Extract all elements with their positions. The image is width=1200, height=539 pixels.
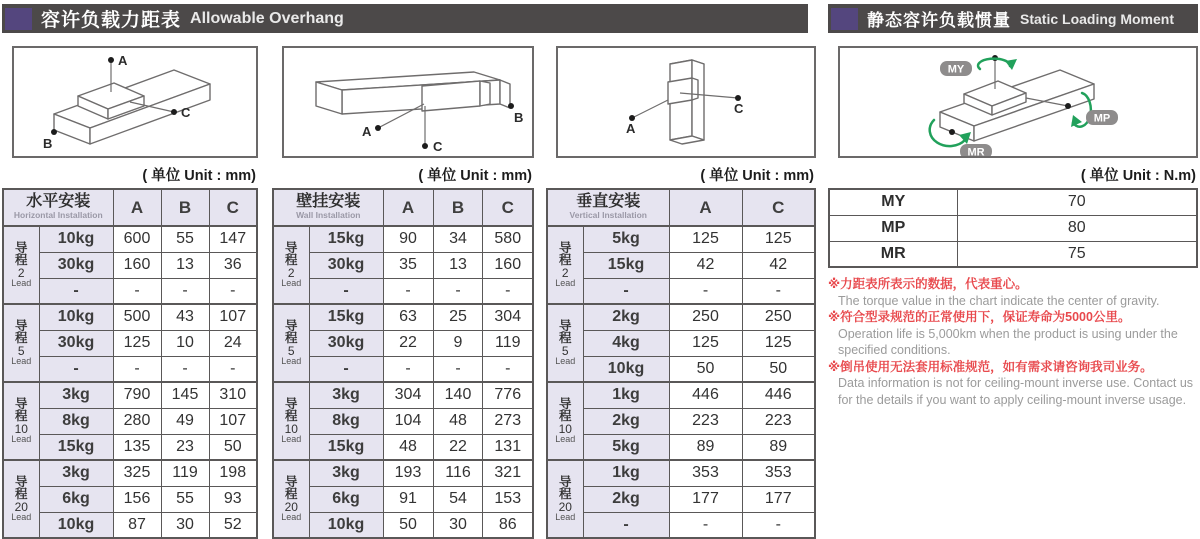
load-cell: 5kg bbox=[583, 226, 669, 252]
load-cell: 5kg bbox=[583, 434, 669, 460]
load-cell: 30kg bbox=[309, 330, 383, 356]
notes bbox=[828, 276, 1198, 408]
value-cell: 131 bbox=[483, 434, 533, 460]
column-static-moment bbox=[828, 46, 1198, 408]
value-cell: 310 bbox=[209, 382, 257, 408]
value-cell: 23 bbox=[161, 434, 209, 460]
load-cell: 30kg bbox=[309, 252, 383, 278]
value-cell: 86 bbox=[483, 512, 533, 538]
lead-cell: 导 程 5 Lead bbox=[3, 304, 39, 382]
table-row bbox=[547, 278, 815, 304]
table-row bbox=[547, 486, 815, 512]
value-cell: - bbox=[669, 512, 742, 538]
note-en: Operation life is 5,000km when the product is using under the specified conditions. bbox=[838, 326, 1178, 357]
value-cell: - bbox=[433, 356, 483, 382]
load-cell: 6kg bbox=[309, 486, 383, 512]
table-title: 垂直安装 Vertical Installation bbox=[547, 189, 669, 226]
my-label-pill bbox=[940, 61, 972, 76]
table-row bbox=[547, 382, 815, 408]
section-header-allowable-overhang bbox=[2, 4, 808, 33]
column-header: B bbox=[433, 189, 483, 226]
load-cell: 15kg bbox=[309, 304, 383, 330]
point-b-label: B bbox=[514, 110, 524, 125]
value-cell: 193 bbox=[383, 460, 433, 486]
value-cell: 107 bbox=[209, 408, 257, 434]
column-header: C bbox=[209, 189, 257, 226]
value-cell: - bbox=[161, 278, 209, 304]
load-cell: 10kg bbox=[39, 304, 113, 330]
column-wall bbox=[272, 46, 534, 539]
unit-label-mm: ( 单位 Unit : mm) bbox=[142, 168, 256, 184]
value-cell: 87 bbox=[113, 512, 161, 538]
table-row bbox=[547, 304, 815, 330]
table-title: 壁挂安装 Wall Installation bbox=[273, 189, 383, 226]
vertical-rail-diagram bbox=[558, 48, 816, 158]
table-row bbox=[273, 226, 533, 252]
table-row bbox=[547, 252, 815, 278]
unit-label-nm: ( 单位 Unit : N.m) bbox=[1080, 168, 1196, 184]
table-header-row bbox=[3, 189, 257, 226]
load-cell: 10kg bbox=[309, 512, 383, 538]
column-header: C bbox=[742, 189, 815, 226]
load-cell: 10kg bbox=[39, 226, 113, 252]
note-zh: ※倒吊使用无法套用标准规范，如有需求请咨询我司业务。 bbox=[828, 359, 1153, 374]
section-title-en: Static Loading Moment bbox=[1020, 10, 1174, 27]
load-cell: 4kg bbox=[583, 330, 669, 356]
value-cell: 353 bbox=[669, 460, 742, 486]
point-b-dot bbox=[51, 129, 57, 135]
table-row bbox=[3, 226, 257, 252]
value-cell: 91 bbox=[383, 486, 433, 512]
value-cell: 177 bbox=[669, 486, 742, 512]
table-row bbox=[3, 304, 257, 330]
point-a-dot bbox=[108, 57, 114, 63]
table-row bbox=[547, 460, 815, 486]
value-cell: 24 bbox=[209, 330, 257, 356]
value-cell: 500 bbox=[113, 304, 161, 330]
table-header-row bbox=[547, 189, 815, 226]
lead-cell: 导 程 10 Lead bbox=[273, 382, 309, 460]
column-header: A bbox=[669, 189, 742, 226]
load-cell: 3kg bbox=[309, 460, 383, 486]
moment-rail-diagram bbox=[840, 48, 1198, 158]
value-cell: - bbox=[209, 356, 257, 382]
value-cell: 89 bbox=[742, 434, 815, 460]
section-header-static-loading-moment bbox=[828, 4, 1198, 33]
point-a-label: A bbox=[362, 124, 372, 139]
column-header: C bbox=[483, 189, 533, 226]
load-cell: 15kg bbox=[309, 226, 383, 252]
mp-label-pill bbox=[1086, 110, 1118, 125]
mr-label-pill bbox=[960, 144, 992, 158]
value-cell: - bbox=[161, 356, 209, 382]
axis-line-a bbox=[632, 100, 668, 118]
value-cell: - bbox=[383, 278, 433, 304]
value-cell: 304 bbox=[483, 304, 533, 330]
table-row bbox=[829, 241, 1197, 267]
value-cell: 10 bbox=[161, 330, 209, 356]
value-cell: 48 bbox=[433, 408, 483, 434]
value-cell: 125 bbox=[742, 330, 815, 356]
column-header: A bbox=[113, 189, 161, 226]
note-zh: ※符合型录规范的正常使用下，保证寿命为5000公里。 bbox=[828, 310, 1131, 324]
column-horizontal bbox=[2, 46, 258, 539]
value-cell: 25 bbox=[433, 304, 483, 330]
value-cell: 145 bbox=[161, 382, 209, 408]
value-cell: 119 bbox=[161, 460, 209, 486]
value-cell: 48 bbox=[383, 434, 433, 460]
value-cell: 54 bbox=[433, 486, 483, 512]
load-cell: - bbox=[583, 512, 669, 538]
value-cell: - bbox=[113, 278, 161, 304]
value-cell: 13 bbox=[433, 252, 483, 278]
table-row bbox=[273, 460, 533, 486]
load-cell: 15kg bbox=[583, 252, 669, 278]
section-title-en: Allowable Overhang bbox=[190, 9, 344, 27]
value-cell: 280 bbox=[113, 408, 161, 434]
horizontal-installation-table bbox=[2, 188, 258, 539]
table-row bbox=[3, 252, 257, 278]
table-row bbox=[547, 434, 815, 460]
load-cell: 30kg bbox=[39, 330, 113, 356]
table-row bbox=[273, 304, 533, 330]
load-cell: 8kg bbox=[309, 408, 383, 434]
table-row bbox=[3, 434, 257, 460]
value-cell: 125 bbox=[742, 226, 815, 252]
value-cell: 600 bbox=[113, 226, 161, 252]
moment-label: MP bbox=[829, 215, 957, 241]
table-row bbox=[3, 408, 257, 434]
diagram-horizontal-installation bbox=[12, 46, 258, 158]
lead-cell: 导 程 20 Lead bbox=[3, 460, 39, 538]
lead-cell: 导 程 5 Lead bbox=[547, 304, 583, 382]
value-cell: 89 bbox=[669, 434, 742, 460]
point-c-dot bbox=[422, 143, 428, 149]
table-row bbox=[547, 512, 815, 538]
value-cell: - bbox=[113, 356, 161, 382]
header-accent-square bbox=[5, 8, 32, 30]
load-cell: - bbox=[39, 356, 113, 382]
lead-cell: 导 程 20 Lead bbox=[273, 460, 309, 538]
load-cell: - bbox=[583, 278, 669, 304]
load-cell: 10kg bbox=[583, 356, 669, 382]
point-b-dot bbox=[508, 103, 514, 109]
table-row bbox=[3, 382, 257, 408]
table-row bbox=[273, 486, 533, 512]
value-cell: 153 bbox=[483, 486, 533, 512]
value-cell: 50 bbox=[742, 356, 815, 382]
value-cell: 321 bbox=[483, 460, 533, 486]
rail-3d bbox=[668, 60, 704, 144]
value-cell: 250 bbox=[742, 304, 815, 330]
point-a-label: A bbox=[118, 53, 128, 68]
value-cell: 776 bbox=[483, 382, 533, 408]
moment-value: 70 bbox=[957, 189, 1197, 215]
lead-cell: 导 程 2 Lead bbox=[3, 226, 39, 304]
table-row bbox=[273, 434, 533, 460]
value-cell: 273 bbox=[483, 408, 533, 434]
point-c-label: C bbox=[433, 139, 443, 154]
table-row bbox=[547, 330, 815, 356]
table-row bbox=[273, 408, 533, 434]
note-en: The torque value in the chart indicate the center of gravity. bbox=[838, 293, 1160, 308]
value-cell: 9 bbox=[433, 330, 483, 356]
table-row bbox=[829, 189, 1197, 215]
table-title: 水平安装 Horizontal Installation bbox=[3, 189, 113, 226]
point-c-label: C bbox=[734, 101, 744, 116]
value-cell: 13 bbox=[161, 252, 209, 278]
lead-cell: 导 程 5 Lead bbox=[273, 304, 309, 382]
lead-cell: 导 程 10 Lead bbox=[3, 382, 39, 460]
moment-value: 75 bbox=[957, 241, 1197, 267]
value-cell: 790 bbox=[113, 382, 161, 408]
lead-cell: 导 程 2 Lead bbox=[273, 226, 309, 304]
section-title-zh: 容许负载力距表 bbox=[41, 10, 182, 31]
wall-installation-table bbox=[272, 188, 534, 539]
value-cell: 325 bbox=[113, 460, 161, 486]
load-cell: 2kg bbox=[583, 304, 669, 330]
value-cell: 135 bbox=[113, 434, 161, 460]
table-row bbox=[3, 512, 257, 538]
table-row bbox=[547, 356, 815, 382]
header-accent-square bbox=[831, 8, 858, 30]
unit-label-mm: ( 单位 Unit : mm) bbox=[700, 168, 814, 184]
value-cell: 140 bbox=[433, 382, 483, 408]
load-cell: 1kg bbox=[583, 460, 669, 486]
value-cell: 52 bbox=[209, 512, 257, 538]
value-cell: 304 bbox=[383, 382, 433, 408]
value-cell: - bbox=[742, 512, 815, 538]
value-cell: 147 bbox=[209, 226, 257, 252]
lead-cell: 导 程 10 Lead bbox=[547, 382, 583, 460]
load-cell: 3kg bbox=[39, 460, 113, 486]
value-cell: 119 bbox=[483, 330, 533, 356]
value-cell: 50 bbox=[209, 434, 257, 460]
value-cell: 353 bbox=[742, 460, 815, 486]
value-cell: 223 bbox=[742, 408, 815, 434]
value-cell: - bbox=[433, 278, 483, 304]
moment-value: 80 bbox=[957, 215, 1197, 241]
value-cell: 116 bbox=[433, 460, 483, 486]
load-cell: 8kg bbox=[39, 408, 113, 434]
mp-label: MP bbox=[1093, 112, 1111, 125]
value-cell: 160 bbox=[483, 252, 533, 278]
point-a-dot bbox=[375, 125, 381, 131]
value-cell: 250 bbox=[669, 304, 742, 330]
load-cell: 6kg bbox=[39, 486, 113, 512]
table-row bbox=[3, 278, 257, 304]
load-cell: 3kg bbox=[309, 382, 383, 408]
value-cell: 35 bbox=[383, 252, 433, 278]
column-header: B bbox=[161, 189, 209, 226]
table-row bbox=[3, 356, 257, 382]
value-cell: - bbox=[742, 278, 815, 304]
load-cell: - bbox=[309, 356, 383, 382]
value-cell: 50 bbox=[383, 512, 433, 538]
value-cell: - bbox=[383, 356, 433, 382]
lead-cell: 导 程 2 Lead bbox=[547, 226, 583, 304]
value-cell: 50 bbox=[669, 356, 742, 382]
load-cell: 15kg bbox=[39, 434, 113, 460]
value-cell: - bbox=[483, 356, 533, 382]
value-cell: 55 bbox=[161, 486, 209, 512]
value-cell: 580 bbox=[483, 226, 533, 252]
value-cell: 90 bbox=[383, 226, 433, 252]
value-cell: 55 bbox=[161, 226, 209, 252]
rail-3d bbox=[316, 72, 510, 114]
mr-axis-dot bbox=[949, 129, 955, 135]
value-cell: 107 bbox=[209, 304, 257, 330]
value-cell: 22 bbox=[383, 330, 433, 356]
load-cell: 2kg bbox=[583, 486, 669, 512]
value-cell: 156 bbox=[113, 486, 161, 512]
value-cell: 30 bbox=[161, 512, 209, 538]
value-cell: 177 bbox=[742, 486, 815, 512]
value-cell: 93 bbox=[209, 486, 257, 512]
column-vertical bbox=[546, 46, 816, 539]
vertical-installation-table bbox=[546, 188, 816, 539]
load-cell: 1kg bbox=[583, 382, 669, 408]
value-cell: 198 bbox=[209, 460, 257, 486]
wall-rail-diagram bbox=[284, 48, 534, 158]
table-header-row bbox=[273, 189, 533, 226]
table-row bbox=[273, 330, 533, 356]
table-row bbox=[273, 278, 533, 304]
point-c-dot bbox=[171, 109, 177, 115]
load-cell: 2kg bbox=[583, 408, 669, 434]
moment-label: MR bbox=[829, 241, 957, 267]
value-cell: 125 bbox=[669, 226, 742, 252]
value-cell: - bbox=[483, 278, 533, 304]
horizontal-rail-diagram bbox=[14, 48, 258, 158]
table-row bbox=[547, 408, 815, 434]
table-row bbox=[273, 252, 533, 278]
static-moment-table bbox=[828, 188, 1198, 268]
note-en: Data information is not for ceiling-mount inverse use. Contact us for the details if you want to apply ceiling-mount inverse usage. bbox=[838, 376, 1194, 407]
load-cell: - bbox=[39, 278, 113, 304]
value-cell: - bbox=[209, 278, 257, 304]
value-cell: 63 bbox=[383, 304, 433, 330]
load-cell: 3kg bbox=[39, 382, 113, 408]
value-cell: 42 bbox=[669, 252, 742, 278]
load-cell: - bbox=[309, 278, 383, 304]
table-row bbox=[273, 382, 533, 408]
table-row bbox=[3, 330, 257, 356]
value-cell: 446 bbox=[742, 382, 815, 408]
load-cell: 15kg bbox=[309, 434, 383, 460]
value-cell: 30 bbox=[433, 512, 483, 538]
my-label: MY bbox=[947, 63, 965, 76]
table-row bbox=[273, 512, 533, 538]
value-cell: 43 bbox=[161, 304, 209, 330]
table-row bbox=[829, 215, 1197, 241]
value-cell: 104 bbox=[383, 408, 433, 434]
load-cell: 30kg bbox=[39, 252, 113, 278]
value-cell: 160 bbox=[113, 252, 161, 278]
table-row bbox=[273, 356, 533, 382]
point-c-label: C bbox=[181, 105, 191, 120]
diagram-static-moment bbox=[838, 46, 1198, 158]
value-cell: 223 bbox=[669, 408, 742, 434]
value-cell: 22 bbox=[433, 434, 483, 460]
unit-label-mm: ( 单位 Unit : mm) bbox=[418, 168, 532, 184]
value-cell: 125 bbox=[669, 330, 742, 356]
value-cell: 36 bbox=[209, 252, 257, 278]
value-cell: 42 bbox=[742, 252, 815, 278]
section-title-zh: 静态容许负载惯量 bbox=[867, 11, 1011, 30]
value-cell: 446 bbox=[669, 382, 742, 408]
load-cell: 10kg bbox=[39, 512, 113, 538]
value-cell: 49 bbox=[161, 408, 209, 434]
moment-label: MY bbox=[829, 189, 957, 215]
diagram-wall-installation bbox=[282, 46, 534, 158]
lead-cell: 导 程 20 Lead bbox=[547, 460, 583, 538]
diagram-vertical-installation bbox=[556, 46, 816, 158]
mr-label: MR bbox=[967, 146, 985, 158]
point-b-label: B bbox=[43, 136, 53, 151]
value-cell: - bbox=[669, 278, 742, 304]
point-a-label: A bbox=[626, 121, 636, 136]
note-zh: ※力距表所表示的数据，代表重心。 bbox=[828, 277, 1028, 291]
table-row bbox=[3, 486, 257, 512]
table-row bbox=[547, 226, 815, 252]
column-header: A bbox=[383, 189, 433, 226]
table-row bbox=[3, 460, 257, 486]
mp-axis-dot bbox=[1065, 103, 1071, 109]
value-cell: 125 bbox=[113, 330, 161, 356]
value-cell: 34 bbox=[433, 226, 483, 252]
